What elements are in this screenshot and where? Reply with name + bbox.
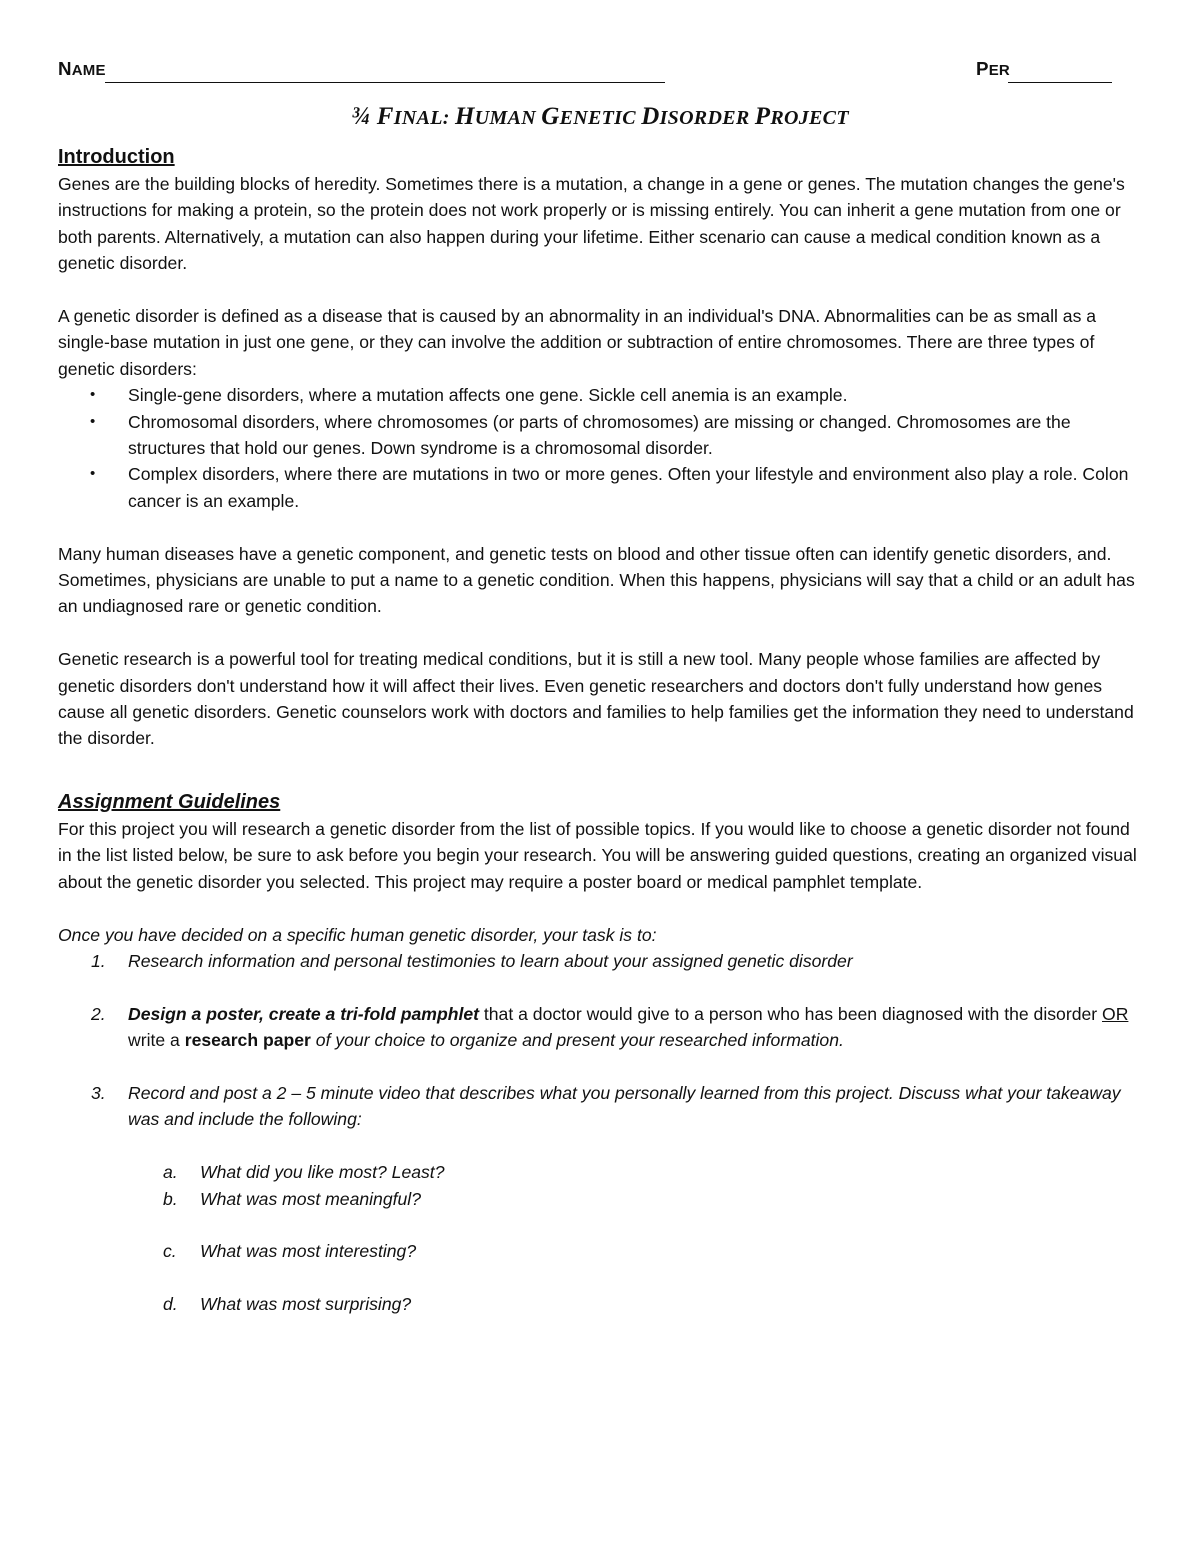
task-text: of your choice to organize and present your researched information.	[310, 1030, 844, 1051]
page-title: ¾ FINAL: HUMAN GENETIC DISORDER PROJECT	[351, 103, 849, 130]
guidelines-paragraph: For this project you will research a genetic disorder from the list of possible topics. If you would like to choose a genetic disorder not found in the list listed below, be sure to ask before you begin your research. You will be answering guided questions, creating an organized visual about the genetic disorder you selected. This project may require a poster board or medical pamphlet template.	[58, 818, 1137, 892]
list-item	[163, 1238, 1142, 1264]
task-intro: Once you have decided on a specific human genetic disorder, your task is to:	[58, 924, 657, 945]
period-label: PER	[976, 57, 1010, 79]
period-blank-line[interactable]	[1008, 82, 1112, 83]
list-item	[163, 1186, 1142, 1212]
sub-letter: d.	[163, 1294, 178, 1315]
task-text-or: OR	[1102, 1003, 1129, 1024]
task-number: 3.	[91, 1082, 106, 1103]
disorder-types-list	[58, 382, 1142, 514]
task-text: Record and post a 2 – 5 minute video that describes what you personally learned from this project. Discuss what your takeaway was and include the following:	[128, 1082, 1121, 1130]
sub-text: What was most surprising?	[200, 1294, 412, 1315]
assignment-guidelines-heading: Assignment Guidelines	[58, 790, 281, 813]
name-label: NAME	[58, 57, 106, 79]
task-item-1	[91, 948, 1142, 974]
task-item-2	[91, 1001, 1142, 1054]
sub-letter: a.	[163, 1162, 178, 1183]
list-item	[163, 1159, 1142, 1185]
name-blank-line[interactable]	[105, 82, 665, 83]
list-item: • Complex disorders, where there are mutations in two or more genes. Often your lifestyle and environment also play a role. Colon cancer is an example.	[128, 461, 1142, 514]
task-text-emphasis: Design a poster, create a tri-fold pamphlet	[128, 1003, 479, 1024]
header-fields	[58, 57, 1142, 88]
intro-paragraph-4: Genetic research is a powerful tool for treating medical conditions, but it is still a new tool. Many people whose families are affected by genetic disorders don't understand how it will affect their lives. Even genetic researchers and doctors don't fully understand how genes cause all genetic disorders. Genetic counselors work with doctors and families to help families get the information they need to understand the disorder.	[58, 649, 1134, 749]
task-number: 1.	[91, 950, 106, 971]
sub-text: What was most meaningful?	[200, 1188, 421, 1209]
sub-text: What was most interesting?	[200, 1241, 417, 1262]
task-list	[58, 948, 1142, 1318]
list-item: • Single-gene disorders, where a mutation affects one gene. Sickle cell anemia is an example.	[128, 382, 1142, 408]
task-item-3	[91, 1080, 1142, 1318]
list-item: • Chromosomal disorders, where chromosomes (or parts of chromosomes) are missing or changed. Chromosomes are the structures that hold our genes. Down syndrome is a chromosomal disorder.	[128, 409, 1142, 462]
list-item	[163, 1291, 1142, 1317]
task-text: that a doctor would give to a person who has been diagnosed with the disorder	[478, 1003, 1103, 1024]
introduction-heading: Introduction	[58, 146, 175, 168]
task-text: write a	[128, 1030, 185, 1051]
task-number: 2.	[91, 1003, 106, 1024]
intro-paragraph-3: Many human diseases have a genetic component, and genetic tests on blood and other tissue often can identify genetic disorders, and. Sometimes, physicians are unable to put a name to a genetic condition. When this happens, physicians will say that a child or an adult has an undiagnosed rare or genetic condition.	[58, 543, 1135, 617]
sub-text: What did you like most? Least?	[200, 1162, 445, 1183]
sub-letter: b.	[163, 1188, 178, 1209]
intro-paragraph-2: A genetic disorder is defined as a disease that is caused by an abnormality in an individual's DNA. Abnormalities can be as small as a single-base mutation in just one gene, or they can involve the addition or subtraction of entire chromosomes. There are three types of genetic disorders:	[58, 306, 1097, 379]
task-text: Research information and personal testimonies to learn about your assigned genetic disorder	[128, 950, 853, 971]
sub-letter: c.	[163, 1241, 177, 1262]
reflection-questions-list	[128, 1159, 1142, 1317]
task-text-emphasis: research paper	[184, 1030, 311, 1051]
intro-paragraph-1: Genes are the building blocks of heredity. Sometimes there is a mutation, a change in a gene or genes. The mutation changes the gene's instructions for making a protein, so the protein does not work properly or is missing entirely. You can inherit a gene mutation from one or both parents. Alternatively, a mutation can also happen during your lifetime. Either scenario can cause a medical condition known as a genetic disorder.	[58, 174, 1125, 274]
